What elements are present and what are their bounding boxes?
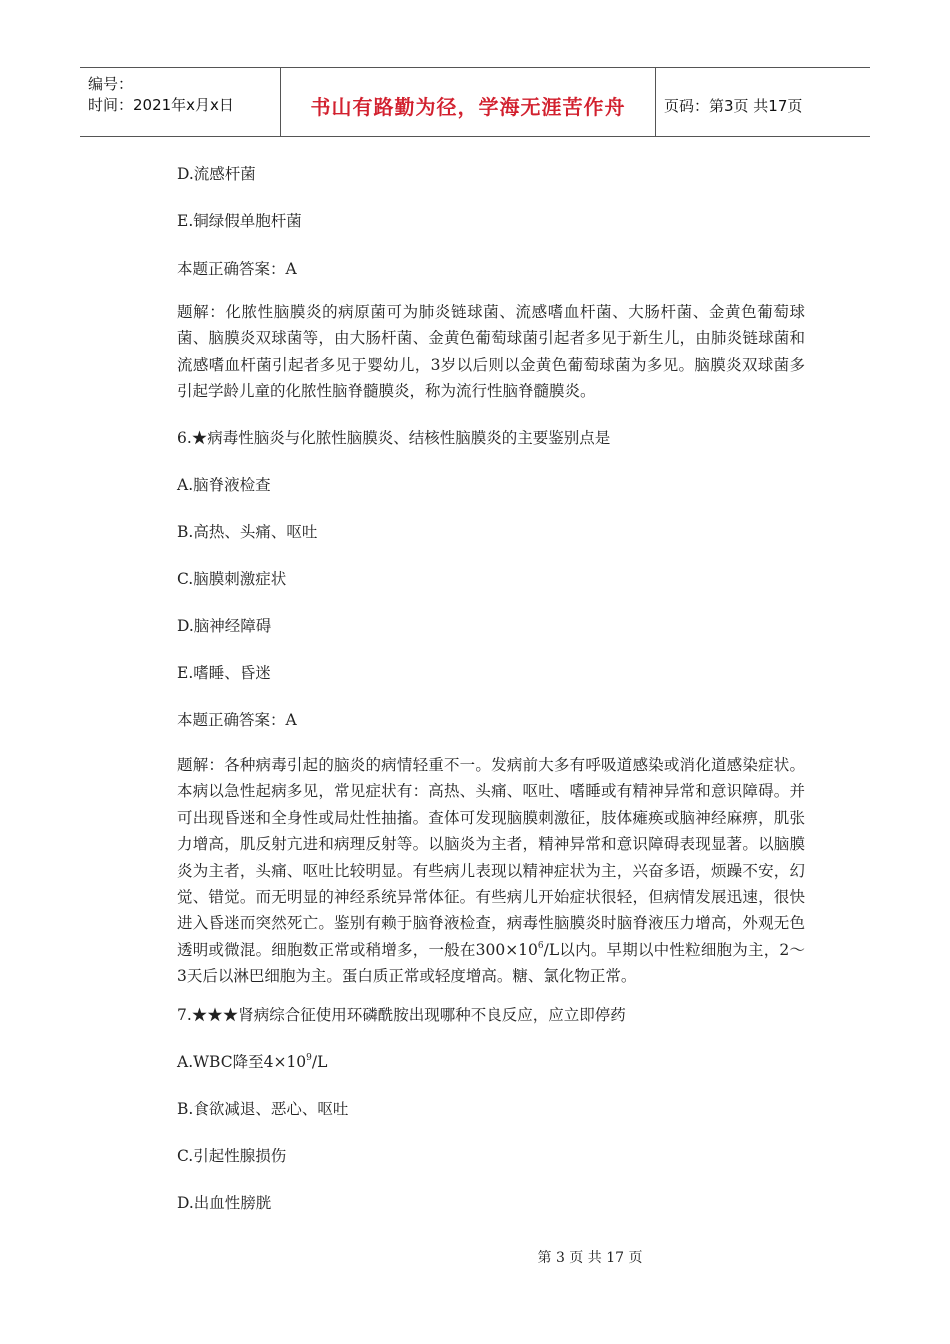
q7-option-a: [177, 1050, 327, 1072]
page-footer: [0, 1247, 950, 1267]
q7-option-a-part2: /L: [311, 1053, 328, 1071]
q5-option-d: D.流感杆菌: [177, 165, 256, 183]
header-meta: [80, 68, 281, 136]
q6-option-b: B.高热、头痛、呕吐: [177, 523, 318, 541]
q5-answer: 本题正确答案：A: [177, 260, 297, 278]
code-label: 编号：: [88, 75, 134, 93]
q6-explanation-part1: 题解：各种病毒引起的脑炎的病情轻重不一。发病前大多有呼吸道感染或消化道感染症状。本病以急性起病多见，常见症状有：高热、头痛、呕吐、嗜睡或有精神异常和意识障碍。并可出现昏迷和全身性或局灶性抽搐。查体可发现脑膜刺激征，肢体瘫痪或脑神经麻痹，肌张力增高，肌反射亢进和病理反射等。以脑炎为主者，精神异常和意识障碍表现显著。以脑膜炎为主者，头痛、呕吐比较明显。有些病儿表现以精神症状为主，兴奋多语，烦躁不安，幻觉、错觉。而无明显的神经系统异常体征。有些病儿开始症状很轻，但病情发展迅速，很快进入昏迷而突然死亡。鉴别有赖于脑脊液检查，病毒性脑膜炎时脑脊液压力增高，外观无色透明或微混。细胞数正常或稍增多，一般在300×10: [177, 756, 805, 959]
q7-option-b: B.食欲减退、恶心、呕吐: [177, 1100, 349, 1118]
page-header: [80, 67, 870, 137]
q7-option-c: C.引起性腺损伤: [177, 1147, 287, 1165]
q6-option-a: A.脑脊液检查: [177, 476, 271, 494]
q7-question: 7.★★★肾病综合征使用环磷酰胺出现哪种不良反应，应立即停药: [177, 1006, 626, 1024]
q6-explanation: [177, 752, 805, 990]
q6-question: 6.★病毒性脑炎与化脓性脑膜炎、结核性脑膜炎的主要鉴别点是: [177, 429, 611, 447]
q7-option-a-part1: A.WBC降至4×10: [177, 1053, 307, 1071]
q5-explanation: 题解：化脓性脑膜炎的病原菌可为肺炎链球菌、流感嗜血杆菌、大肠杆菌、金黄色葡萄球菌、脑膜炎双球菌等，由大肠杆菌、金黄色葡萄球菌引起者多见于新生儿，由肺炎链球菌和流感嗜血杆菌引起者多见于婴幼儿，3岁以后则以金黄色葡萄球菌为多见。脑膜炎双球菌多引起学龄儿童的化脓性脑脊髓膜炎，称为流行性脑脊髓膜炎。: [177, 303, 805, 401]
q6-explanation-part2: /L以内。早期以中性粒细胞为主，2～3天后以淋巴细胞为主。蛋白质正常或轻度增高。糖、氯化物正常。: [177, 940, 805, 986]
q5-option-e: E.铜绿假单胞杆菌: [177, 212, 302, 230]
q6-answer: 本题正确答案：A: [177, 711, 297, 729]
q6-option-d: D.脑神经障碍: [177, 617, 272, 635]
footer-page-number: 第 3 页 共 17 页: [537, 1250, 643, 1266]
date-label: 时间：2021年x月x日: [88, 96, 234, 114]
header-page-label: 页码：第3页 共17页: [664, 96, 803, 115]
q6-option-c: C.脑膜刺激症状: [177, 570, 287, 588]
header-motto: 书山有路勤为径，学海无涯苦作舟: [281, 68, 656, 136]
q7-option-a-sup: 9: [306, 1053, 312, 1063]
q6-option-e: E.嗜睡、昏迷: [177, 664, 271, 682]
q7-option-d: D.出血性膀胱: [177, 1194, 272, 1212]
q6-explanation-sup: 6: [537, 940, 544, 951]
